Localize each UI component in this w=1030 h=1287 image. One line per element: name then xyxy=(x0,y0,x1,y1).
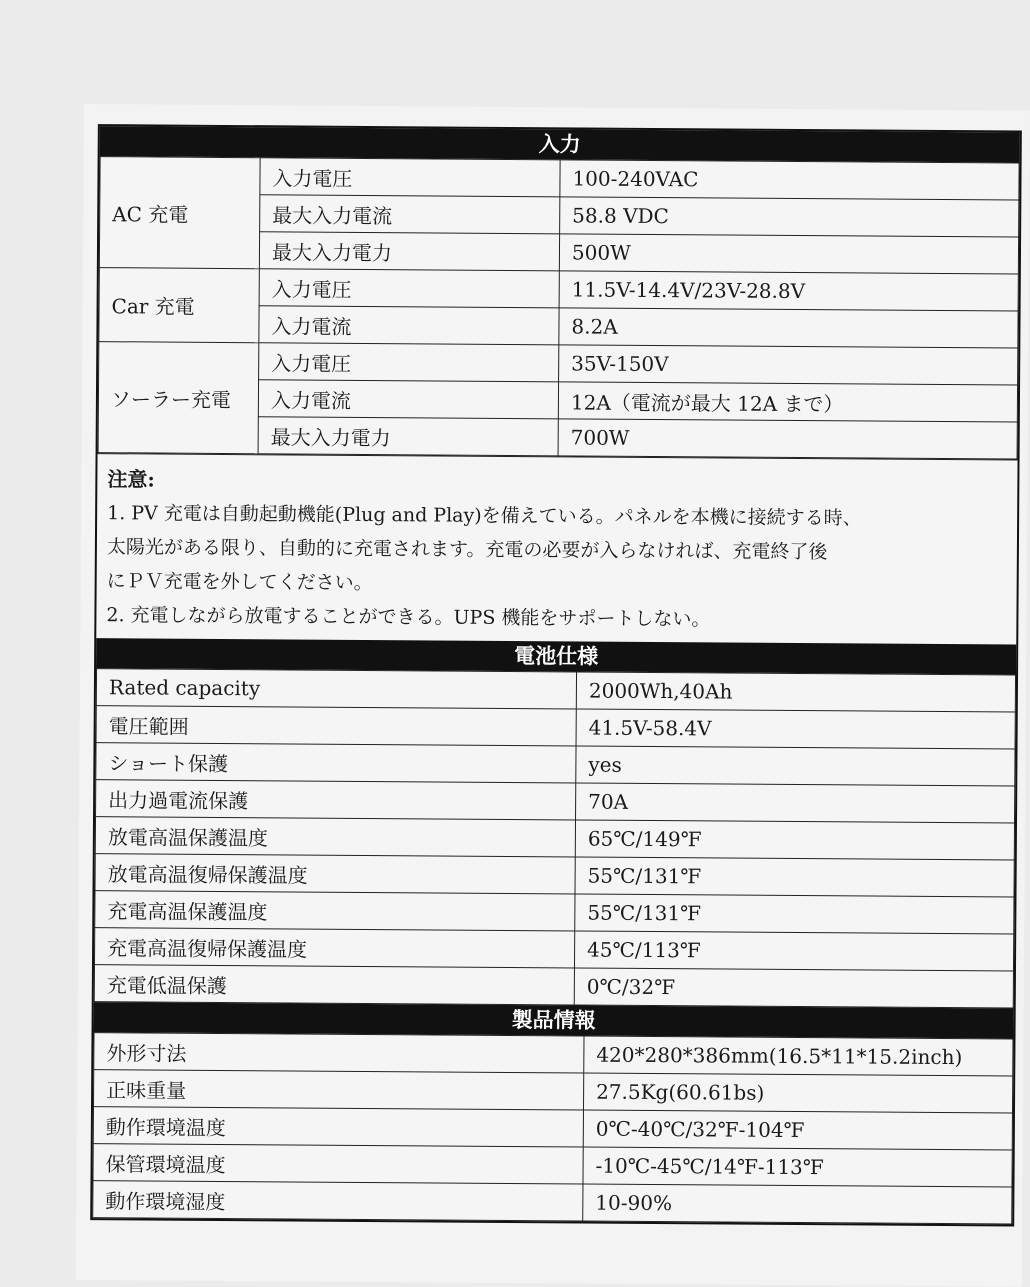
section-header-input: 入力 xyxy=(100,126,1020,162)
notes-line: にＰＶ充電を外してください。 xyxy=(106,570,373,595)
row-label: 入力電流 xyxy=(259,306,559,345)
row-value: 0℃/32℉ xyxy=(574,968,1013,1008)
row-label: 電圧範囲 xyxy=(96,706,576,746)
notes-line: 2. 充電しながら放電することができる。UPS 機能をサポートしない。 xyxy=(106,604,711,631)
row-label: 最大入力電力 xyxy=(258,417,558,456)
row-label: ショート保護 xyxy=(96,743,576,783)
row-value: 45℃/113℉ xyxy=(574,931,1013,971)
paper-sheet xyxy=(76,104,1030,1287)
row-label: 充電低温保護 xyxy=(94,965,574,1005)
section-header-battery: 電池仕様 xyxy=(96,638,1016,674)
battery-table xyxy=(94,668,1016,1008)
row-value: yes xyxy=(576,746,1015,786)
row-label: 放電高温復帰保護温度 xyxy=(95,854,575,894)
notes-line: 太陽光がある限り、自動的に充電されます。充電の必要が入らなければ、充電終了後 xyxy=(106,536,828,564)
table-row xyxy=(96,780,1015,823)
group-ac: AC 充電 xyxy=(99,157,260,269)
row-label: 動作環境湿度 xyxy=(93,1181,583,1221)
group-car: Car 充電 xyxy=(99,268,260,343)
table-row xyxy=(95,854,1014,897)
table-row xyxy=(94,965,1013,1008)
row-value: 8.2A xyxy=(559,308,1018,348)
table-row xyxy=(95,817,1014,860)
row-label: 入力電圧 xyxy=(259,343,559,382)
table-row xyxy=(96,743,1015,786)
row-value: 41.5V-58.4V xyxy=(576,709,1015,749)
row-label: 最大入力電力 xyxy=(259,232,559,271)
row-value: 12A（電流が最大 12A まで） xyxy=(558,382,1017,422)
row-value: 420*280*386mm(16.5*11*15.2inch) xyxy=(584,1036,1013,1076)
row-label: 入力電圧 xyxy=(259,269,559,308)
notes-line: 1. PV 充電は自動起動機能(Plug and Play)を備えている。パネルを本機に接続する時、 xyxy=(107,502,862,530)
row-label: 入力電圧 xyxy=(260,158,560,197)
table-row xyxy=(94,928,1013,971)
row-value: 70A xyxy=(576,783,1015,823)
row-value: 55℃/131℉ xyxy=(575,894,1014,934)
spec-document xyxy=(90,124,1022,1226)
row-value: 0℃-40℃/32℉-104℉ xyxy=(583,1110,1012,1150)
product-table xyxy=(92,1032,1013,1224)
row-value: 700W xyxy=(558,419,1017,459)
row-label: 充電高温復帰保護温度 xyxy=(94,928,574,968)
section-header-product: 製品情報 xyxy=(94,1002,1014,1038)
row-label: 放電高温保護温度 xyxy=(95,817,575,857)
table-row xyxy=(96,706,1015,749)
row-label: 充電高温保護温度 xyxy=(95,891,575,931)
row-label: 最大入力電流 xyxy=(260,195,560,234)
row-value: 35V-150V xyxy=(559,345,1018,385)
table-row xyxy=(100,157,1019,200)
row-label: 外形寸法 xyxy=(94,1033,584,1073)
row-value: 27.5Kg(60.61bs) xyxy=(583,1073,1012,1113)
row-value: 65℃/149℉ xyxy=(575,820,1014,860)
row-label: 動作環境温度 xyxy=(93,1107,583,1147)
row-label: 出力過電流保護 xyxy=(96,780,576,820)
table-row xyxy=(96,669,1015,712)
table-row xyxy=(94,1070,1013,1113)
table-row xyxy=(94,1033,1013,1076)
row-value: -10℃-45℃/14℉-113℉ xyxy=(583,1147,1012,1187)
notes-title: 注意: xyxy=(107,467,155,492)
table-row xyxy=(93,1181,1012,1224)
row-value: 2000Wh,40Ah xyxy=(576,672,1015,712)
row-value: 11.5V-14.4V/23V-28.8V xyxy=(559,271,1018,311)
row-value: 500W xyxy=(559,234,1018,274)
group-solar: ソーラー充電 xyxy=(98,342,259,454)
row-value: 10-90% xyxy=(583,1184,1012,1224)
table-row xyxy=(99,342,1018,385)
row-label: 正味重量 xyxy=(94,1070,584,1110)
row-value: 58.8 VDC xyxy=(560,197,1019,237)
table-row xyxy=(95,891,1014,934)
table-row xyxy=(93,1144,1012,1187)
row-label: Rated capacity xyxy=(96,669,576,709)
row-label: 保管環境温度 xyxy=(93,1144,583,1184)
notes-block xyxy=(96,453,1017,644)
input-table xyxy=(98,156,1020,459)
row-value: 100-240VAC xyxy=(560,160,1019,200)
row-value: 55℃/131℉ xyxy=(575,857,1014,897)
row-label: 入力電流 xyxy=(258,380,558,419)
table-row xyxy=(93,1107,1012,1150)
table-row xyxy=(99,268,1018,311)
